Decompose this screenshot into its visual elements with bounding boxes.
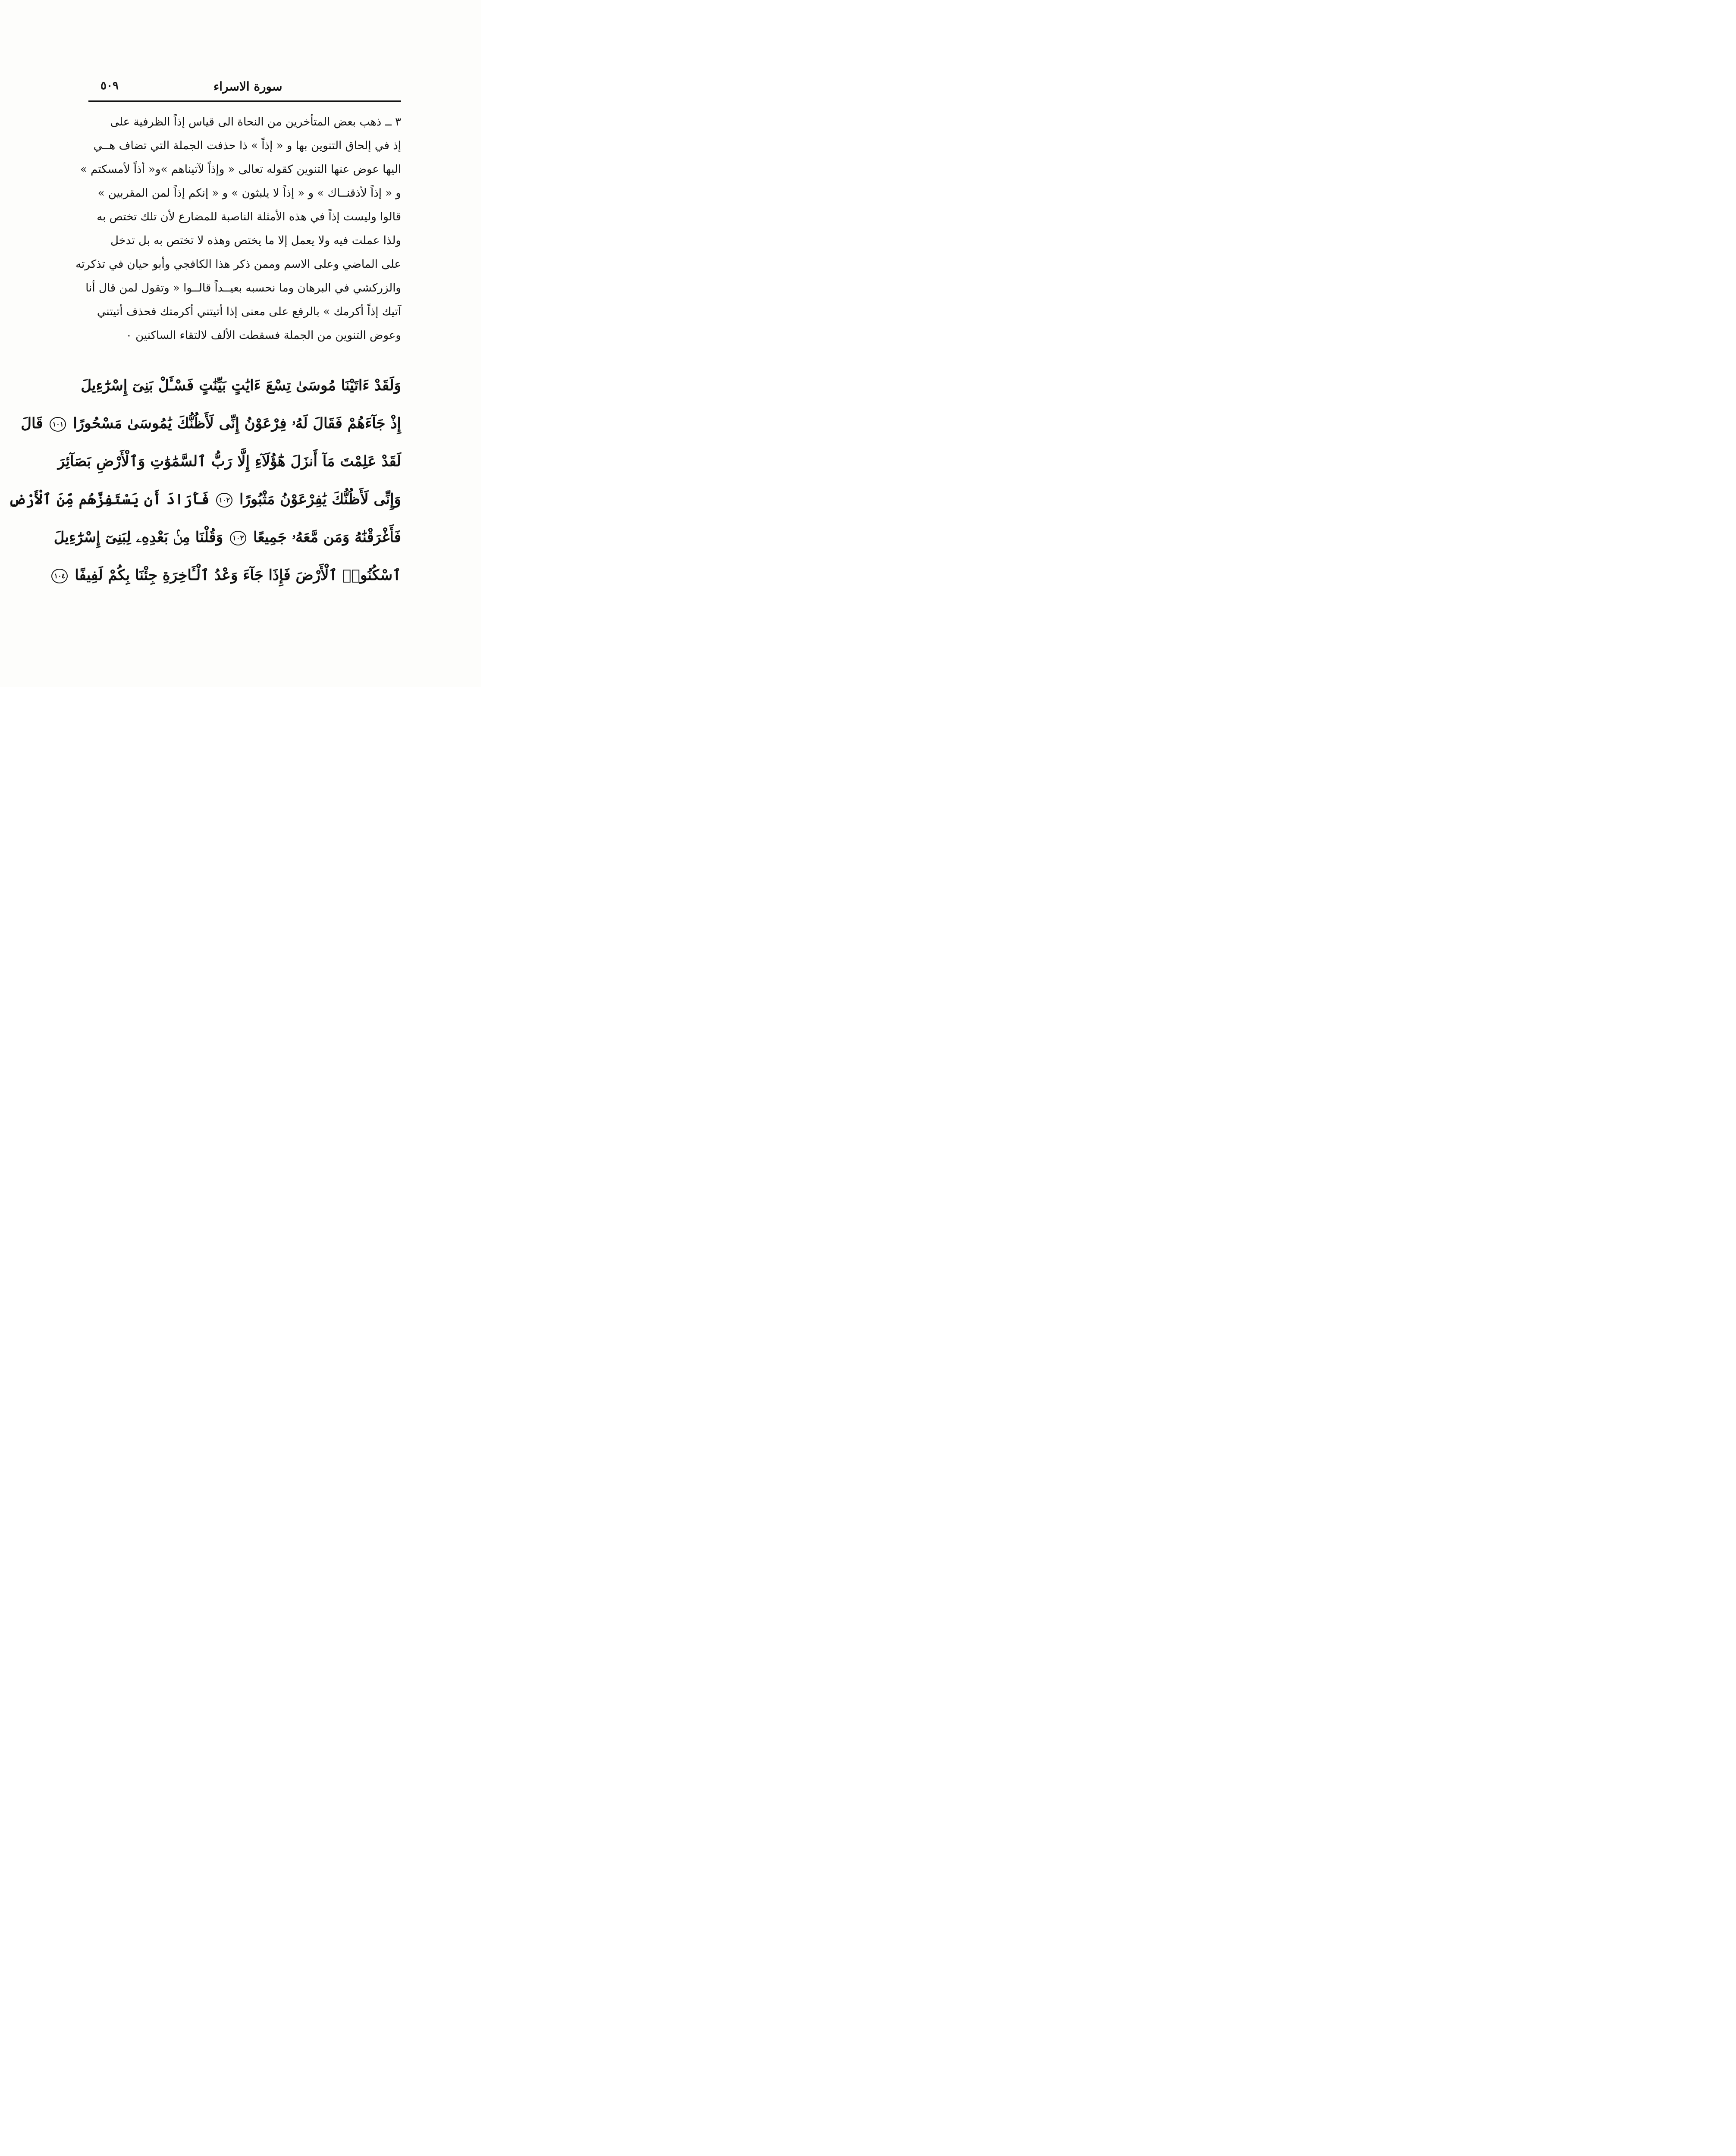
verse-text: فَأَغْرَقْنَٰهُ وَمَن مَّعَهُۥ جَمِيعًا (253, 529, 401, 546)
verse-line (54, 556, 401, 594)
footnote-line: وعوض التنوين من الجملة فسقطت الألف لالتقاء الساكنين ٠ (126, 329, 401, 342)
verse-text: ٱسْكُنُوا۟ ٱلْأَرْضَ فَإِذَا جَآءَ وَعْدُ ٱلْـَٔاخِرَةِ جِئْنَا بِكُمْ لَفِيفًا (75, 567, 401, 584)
verse-line (81, 367, 401, 404)
footnote-line: و « إذاً لأذقنــاك » و « إذاً لا يلبثون » و « إنكم إذاً لمن المقربين » (97, 187, 401, 200)
footnote-line: اليها عوض عنها التنوين كقوله تعالى « وإذاً لآتيناهم »و« أذاً لأمسكتم » (80, 163, 401, 176)
verse-line (53, 518, 401, 556)
ayah-number-marker: ١٠٢ (216, 493, 232, 508)
verse-line (21, 404, 401, 442)
verse-text: وَقُلْنَا مِنۢ بَعْدِهِۦ لِبَنِىٓ إِسْرَٰٓءِيلَ (53, 529, 223, 546)
footnote-line: ولذا عملت فيه ولا يعمل إلا ما يختص وهذه لا تختص به بل تدخل (110, 234, 401, 247)
verse-text: إِذْ جَآءَهُمْ فَقَالَ لَهُۥ فِرْعَوْنُ إِنِّى لَأَظُنُّكَ يَٰمُوسَىٰ مَسْحُورًا (73, 415, 401, 432)
verse-text: قَالَ (21, 415, 43, 432)
footnote-line: ٣ ــ ذهب بعض المتأخرين من النحاة الى قياس إذاً الظرفية على (110, 116, 401, 128)
surah-title: سورة الاسراء (213, 79, 283, 94)
quran-verses-block (8, 367, 401, 594)
verse-text: وَلَقَدْ ءَاتَيْنَا مُوسَىٰ تِسْعَ ءَايَٰتٍ بَيِّنَٰتٍ فَسْـَٔلْ بَنِىٓ إِسْرَٰٓءِيلَ (81, 377, 401, 394)
ayah-number-marker: ١٠١ (50, 417, 66, 432)
footnote-line: والزركشي في البرهان وما نحسبه بعيــداً قالــوا « وتقول لمن قال أنا (85, 282, 401, 295)
verse-text: فَأَرَادَ أَن يَسْتَفِزَّهُم مِّنَ ٱلْأَرْضِ (8, 491, 210, 508)
ayah-number-marker: ١٠٣ (230, 531, 246, 545)
footnote-line: على الماضي وعلى الاسم وممن ذكر هذا الكافجي وأبو حيان في تذكرته (75, 258, 401, 271)
footnote-line: آتيك إذاً أكرمك » بالرفع على معنى إذا أتيتني أكرمتك فحذف أتيتني (97, 305, 401, 318)
verse-text: وَإِنِّى لَأَظُنُّكَ يَٰفِرْعَوْنُ مَثْبُورًا (239, 491, 401, 508)
footnote-block (75, 110, 401, 348)
book-page (0, 0, 481, 687)
page-number: ٥٠٩ (100, 79, 119, 92)
verse-line (57, 442, 401, 480)
ayah-number-marker: ١٠٤ (51, 569, 68, 583)
verse-line (8, 480, 401, 518)
footnote-line: قالوا وليست إذاً في هذه الأمثلة الناصبة للمضارع لأن تلك تختص به (97, 210, 401, 223)
verse-text: لَقَدْ عَلِمْتَ مَآ أَنزَلَ هَٰٓؤُلَآءِ إِلَّا رَبُّ ٱلسَّمَٰوَٰتِ وَٱلْأَرْضِ بَصَآئِرَ (57, 453, 401, 470)
header-divider (88, 100, 401, 102)
footnote-line: إذ في إلحاق التنوين بها و « إذاً » ذا حذفت الجملة التي تضاف هــي (93, 139, 401, 152)
page-header (88, 78, 401, 98)
